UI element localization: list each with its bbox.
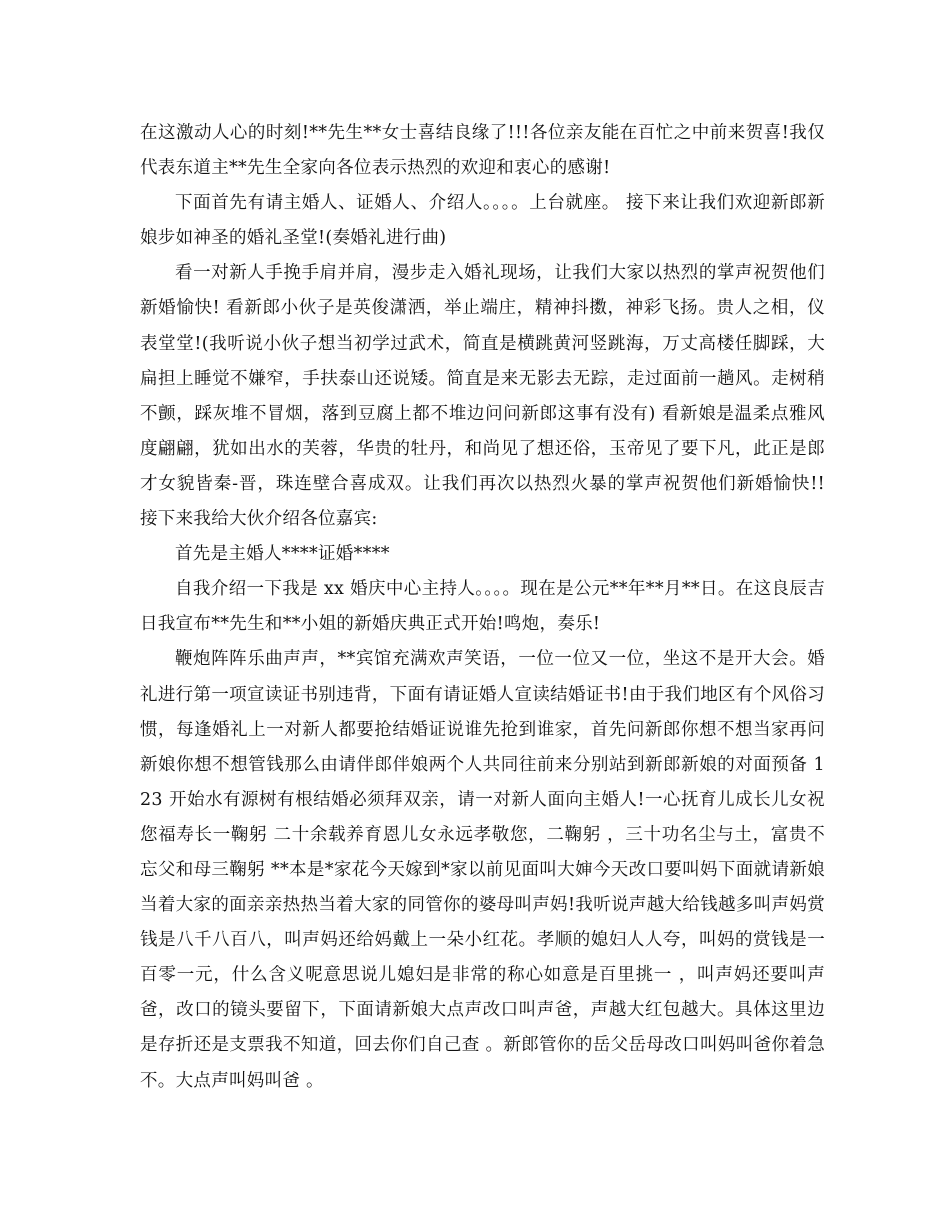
paragraph-host-intro: 自我介绍一下我是 xx 婚庆中心主持人。。。。现在是公元**年**月**日。在这良辰吉日我宣布**先生和**小姐的新婚庆典正式开始!鸣炮，奏乐! [140, 579, 825, 635]
document-body [140, 116, 825, 1099]
paragraph-ceremony: 鞭炮阵阵乐曲声声，**宾馆充满欢声笑语，一位一位又一位，坐这不是开大会。婚礼进行第一项宣读证书别违背，下面有请证婚人宣读结婚证书!由于我们地区有个风俗习惯，每逢婚礼上一对新人都要抢结婚证说谁先抢到谁家，首先问新郎你想不想当家再问新娘你想不想管钱那么由请伴郎伴娘两个人共同往前来分别站到新郎新娘的对面预备 123 开始水有源树有根结婚必须拜双亲，请一对新人面向主婚人!一心抚育儿成长儿女祝您福寿长一鞠躬 二十余载养育恩儿女永远孝敬您，二鞠躬 ，三十功名尘与土，富贵不忘父和母三鞠躬 **本是*家花今天嫁到*家以前见面叫大婶今天改口要叫妈下面就请新娘当着大家的面亲亲热热当着大家的同管你的婆母叫声妈!我听说声越大给钱越多叫声妈赏钱是八千八百八，叫声妈还给妈戴上一朵小红花。孝顺的媳妇人人夸，叫妈的赏钱是一百零一元，什么含义呢意思说儿媳妇是非常的称心如意是百里挑一 ，叫声妈还要叫声爸，改口的镜头要留下，下面请新娘大点声改口叫声爸，声越大红包越大。具体这里边是存折还是支票我不知道，回去你们自己查 。新郎管你的岳父岳母改口叫妈叫爸你着急不。大点声叫妈叫爸 。 [140, 649, 825, 1091]
paragraph-greeting: 在这激动人心的时刻!**先生**女士喜结良缘了!!!各位亲友能在百忙之中前来贺喜!我仅代表东道主**先生全家向各位表示热烈的欢迎和衷心的感谢! [140, 123, 825, 179]
paragraph-guest-intro: 首先是主婚人****证婚**** [175, 544, 390, 565]
paragraph-invite-officiants: 下面首先有请主婚人、证婚人、介绍人。。。。上台就座。 接下来让我们欢迎新郎新娘步如神圣的婚礼圣堂!(奏婚礼进行曲) [140, 193, 825, 249]
paragraph-couple-description: 看一对新人手挽手肩并肩，漫步走入婚礼现场，让我们大家以热烈的掌声祝贺他们新婚愉快! 看新郎小伙子是英俊潇洒，举止端庄，精神抖擞，神彩飞扬。贵人之相，仪表堂堂!(我听说小伙子想当初学过武术，简直是横跳黄河竖跳海，万丈高楼任脚踩，大扁担上睡觉不嫌窄，手扶泰山还说矮。简直是来无影去无踪，走过面前一趟风。走树稍不颤，踩灰堆不冒烟，落到豆腐上都不堆边问问新郎这事有没有) 看新娘是温柔点雅风度翩翩，犹如出水的芙蓉，华贵的牡丹，和尚见了想还俗，玉帝见了要下凡，此正是郎才女貌皆秦-晋，珠连壁合喜成双。让我们再次以热烈火暴的掌声祝贺他们新婚愉快!! 接下来我给大伙介绍各位嘉宾: [140, 263, 825, 530]
